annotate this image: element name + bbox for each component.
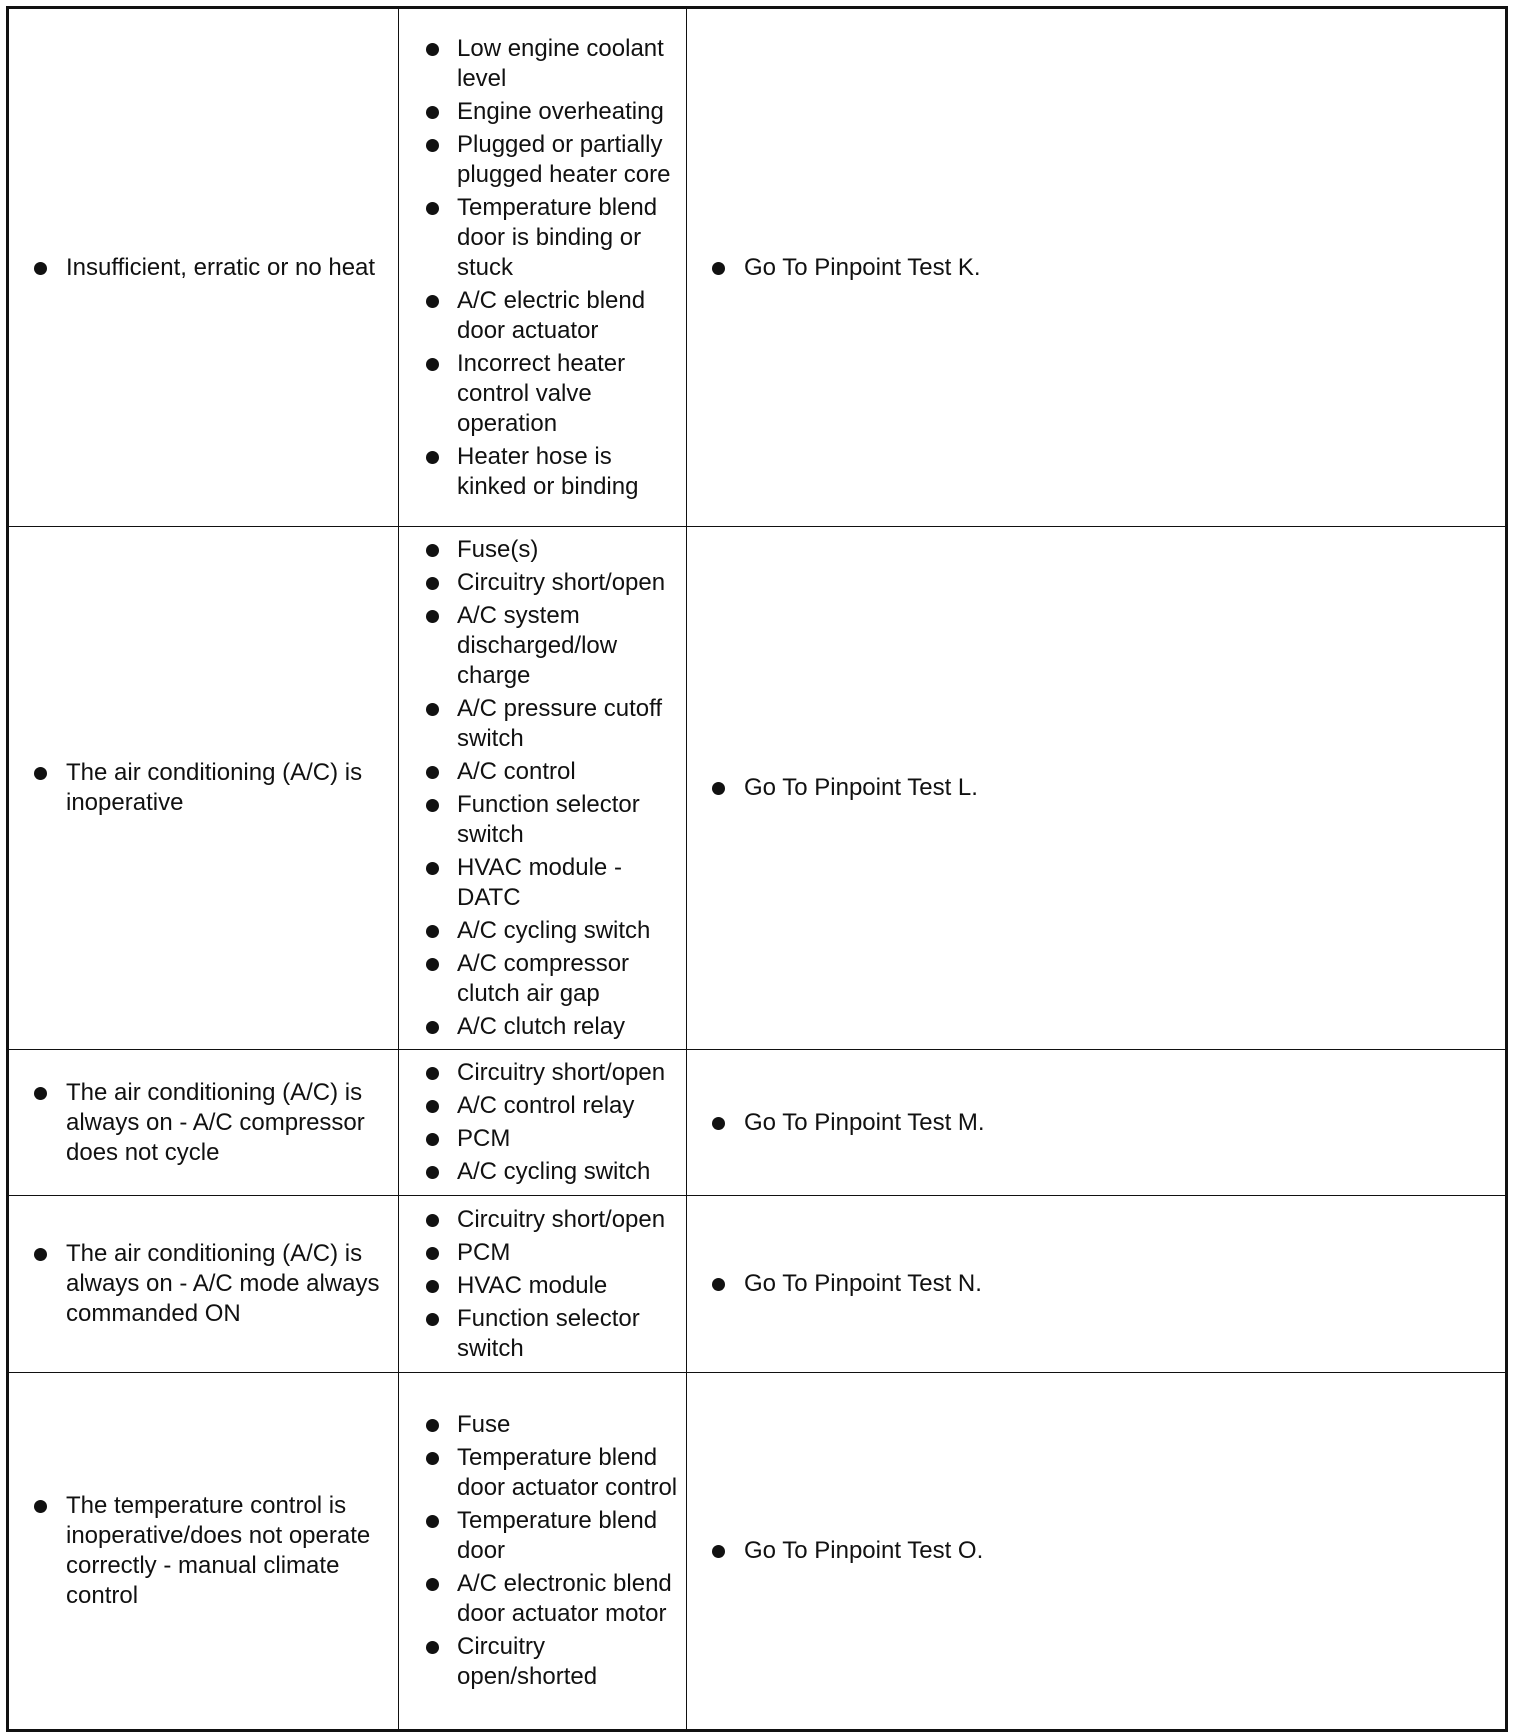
bullet-icon [426,295,439,308]
action-text: Go To Pinpoint Test L. [744,774,978,801]
cause-text: Circuitry short/open [457,1205,666,1233]
bullet-icon [426,703,439,716]
cause-text: Temperature blend door actuator control [457,1444,678,1501]
symptom-text: The air conditioning (A/C) is inoperative [66,759,363,816]
cause-text: Fuse(s) [457,535,539,563]
action-text: Go To Pinpoint Test O. [744,1537,984,1564]
bullet-icon [426,766,439,779]
bullet-icon [712,1278,725,1291]
list-item [399,34,686,94]
cause-text: Temperature blend door is binding or stuck [457,193,658,281]
bullet-icon [34,262,47,275]
bullet-icon [426,544,439,557]
list-item [9,1239,398,1329]
table-row [8,8,1507,527]
list-item [687,773,1505,803]
bullet-icon [426,577,439,590]
list-item [399,349,686,439]
table-row [8,527,1507,1050]
list-item [687,1536,1505,1566]
cause-text: Engine overheating [457,97,664,125]
bullet-icon [34,1500,47,1513]
cause-text: PCM [457,1238,511,1266]
bullet-icon [426,610,439,623]
bullet-icon [426,1641,439,1654]
bullet-icon [426,1419,439,1432]
list-item [399,1271,686,1301]
list-item [399,97,686,127]
list-item [399,757,686,787]
list-item [9,1491,398,1611]
action-cell [687,1196,1507,1373]
bullet-icon [426,1100,439,1113]
cause-text: A/C electric blend door actuator [457,286,646,344]
bullet-icon [426,43,439,56]
bullet-icon [426,106,439,119]
action-cell [687,8,1507,527]
list-item [9,758,398,818]
bullet-icon [426,1247,439,1260]
symptom-cell [8,1050,399,1196]
list-item [399,916,686,946]
list-item [399,1238,686,1268]
cause-text: Circuitry open/shorted [457,1633,598,1690]
cause-text: A/C clutch relay [457,1012,626,1040]
bullet-icon [426,1515,439,1528]
table-row [8,1196,1507,1373]
list-item [399,1569,686,1629]
bullet-icon [712,262,725,275]
bullet-icon [426,1313,439,1326]
bullet-icon [426,139,439,152]
bullet-icon [426,925,439,938]
list-item [399,1304,686,1364]
cause-text: Function selector switch [457,1304,640,1362]
bullet-icon [712,1117,725,1130]
list-item [399,1506,686,1566]
action-text: Go To Pinpoint Test M. [744,1108,985,1136]
possible-source-cell [399,8,687,527]
list-item [399,1012,686,1042]
cause-text: Fuse [457,1411,511,1438]
symptom-cell [8,1196,399,1373]
symptom-text: The temperature control is inoperative/does not operate correctly - manual climate control [66,1492,371,1609]
symptom-cell [8,527,399,1050]
cause-text: Temperature blend door [457,1507,658,1564]
list-item [399,790,686,850]
cause-text: Function selector switch [457,790,640,848]
bullet-icon [426,799,439,812]
symptom-text: The air conditioning (A/C) is always on - A/C compressor does not cycle [66,1078,365,1166]
bullet-icon [426,202,439,215]
bullet-icon [34,1087,47,1100]
list-item [399,568,686,598]
table-row [8,1373,1507,1731]
cause-text: A/C cycling switch [457,1158,651,1185]
cause-text: HVAC module [457,1271,608,1299]
symptom-text: The air conditioning (A/C) is always on - A/C mode always commanded ON [66,1240,380,1327]
bullet-icon [426,1166,439,1179]
cause-text: Low engine coolant level [457,34,664,92]
action-text: Go To Pinpoint Test N. [744,1270,982,1297]
cause-text: A/C cycling switch [457,916,651,944]
possible-source-cell [399,527,687,1050]
cause-text: Plugged or partially plugged heater core [457,130,671,188]
list-item [399,694,686,754]
list-item [399,1443,686,1503]
list-item [399,853,686,913]
list-item [399,130,686,190]
list-item [9,253,398,283]
bullet-icon [426,451,439,464]
bullet-icon [426,958,439,971]
possible-source-cell [399,1196,687,1373]
cause-text: A/C electronic blend door actuator motor [457,1570,672,1627]
list-item [399,442,686,502]
cause-text: A/C control [457,757,576,785]
bullet-icon [426,1578,439,1591]
cause-text: Heater hose is kinked or binding [457,442,639,500]
list-item [399,601,686,691]
bullet-icon [712,1545,725,1558]
list-item [399,193,686,283]
symptom-text: Insufficient, erratic or no heat [66,253,376,281]
possible-source-cell [399,1050,687,1196]
list-item [399,1058,686,1088]
list-item [399,1124,686,1154]
action-cell [687,527,1507,1050]
list-item [687,253,1505,283]
cause-text: PCM [457,1125,511,1152]
list-item [399,1410,686,1440]
action-cell [687,1050,1507,1196]
list-item [399,1205,686,1235]
bullet-icon [426,358,439,371]
symptom-cell [8,1373,399,1731]
bullet-icon [426,1280,439,1293]
bullet-icon [34,767,47,780]
bullet-icon [426,1021,439,1034]
cause-text: A/C system discharged/low charge [457,601,618,689]
list-item [9,1078,398,1168]
list-item [399,1091,686,1121]
bullet-icon [712,782,725,795]
cause-text: Circuitry short/open [457,1059,666,1086]
list-item [687,1269,1505,1299]
bullet-icon [426,862,439,875]
cause-text: A/C pressure cutoff switch [457,694,662,752]
action-cell [687,1373,1507,1731]
bullet-icon [426,1133,439,1146]
cause-text: HVAC module - DATC [457,853,622,911]
possible-source-cell [399,1373,687,1731]
cause-text: Circuitry short/open [457,568,666,596]
bullet-icon [426,1067,439,1080]
bullet-icon [426,1214,439,1227]
action-text: Go To Pinpoint Test K. [744,253,981,281]
list-item [399,1157,686,1187]
list-item [399,535,686,565]
cause-text: A/C control relay [457,1092,635,1119]
bullet-icon [34,1248,47,1261]
cause-text: Incorrect heater control valve operation [457,349,626,437]
symptom-chart-table [6,6,1508,1732]
list-item [399,286,686,346]
bullet-icon [426,1452,439,1465]
symptom-cell [8,8,399,527]
cause-text: A/C compressor clutch air gap [457,949,630,1007]
list-item [399,949,686,1009]
list-item [687,1108,1505,1138]
list-item [399,1632,686,1692]
table-row [8,1050,1507,1196]
